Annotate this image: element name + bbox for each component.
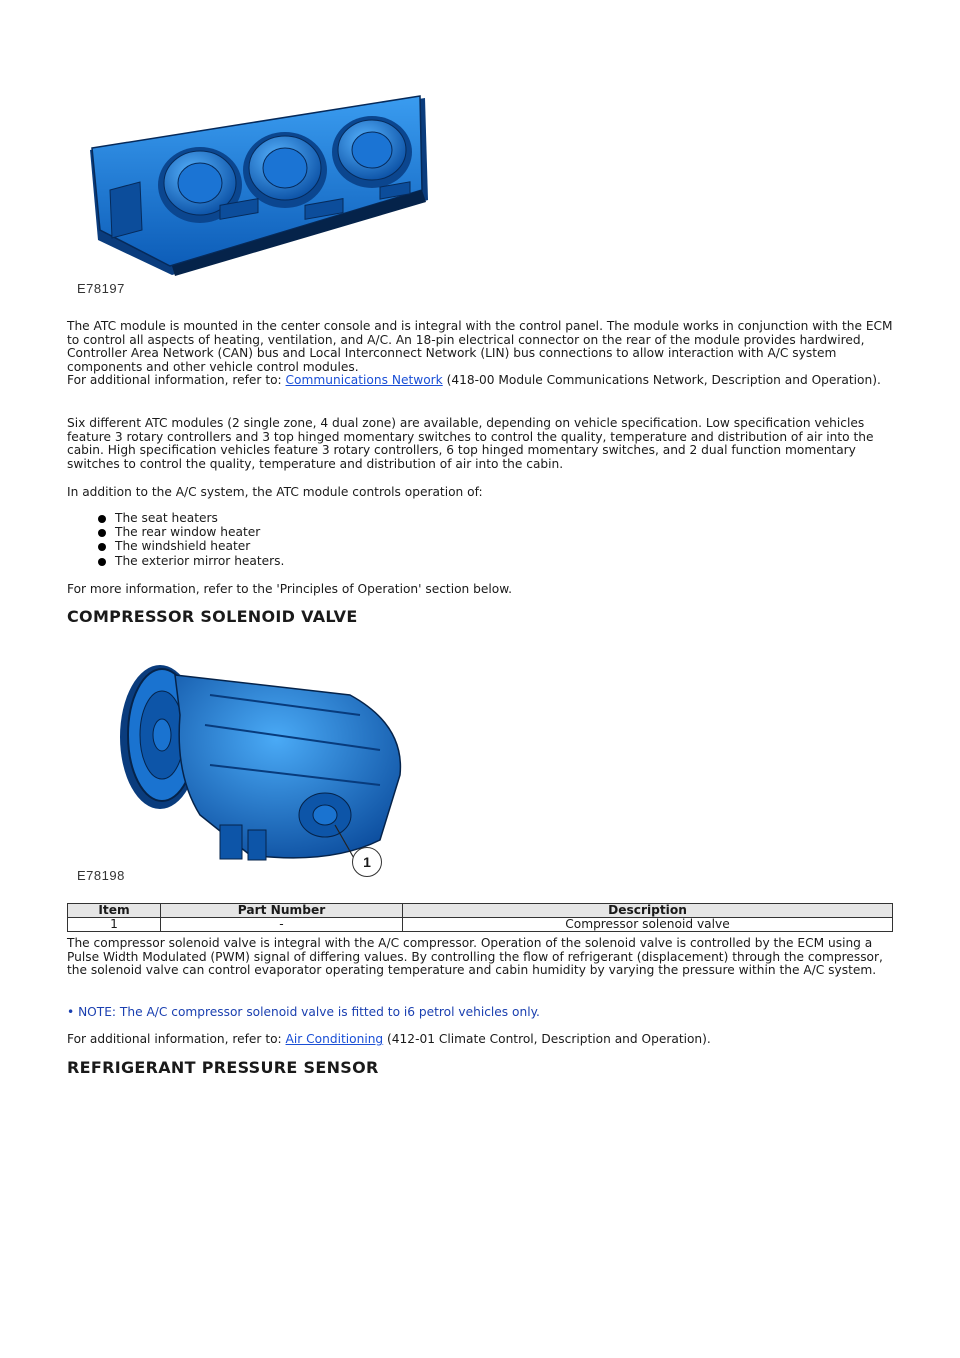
- column-header-part-number: Part Number: [161, 904, 403, 918]
- compressor-illustration: [80, 655, 410, 870]
- list-item: The exterior mirror heaters.: [98, 555, 284, 569]
- reference-prefix: For additional information, refer to:: [67, 1032, 286, 1046]
- section-heading-compressor-solenoid-valve: COMPRESSOR SOLENOID VALVE: [67, 607, 358, 626]
- list-item: The rear window heater: [98, 526, 284, 540]
- table-cell: -: [161, 918, 403, 932]
- communications-network-link[interactable]: Communications Network: [285, 373, 443, 388]
- reference-suffix: (412-01 Climate Control, Description and Operation).: [383, 1032, 711, 1046]
- compressor-figure: [77, 655, 410, 885]
- figure-label: E78197: [77, 281, 125, 296]
- intro-paragraph-1: [67, 320, 893, 388]
- callout-badge: 1: [352, 847, 382, 877]
- column-header-item: Item: [68, 904, 161, 918]
- atc-description: The ATC module is mounted in the center console and is integral with the control panel. The module works in conjunction with the ECM to control all aspects of heating, ventilation, and A/C. An 18-pin electrical connector on the rear of the module provides hardwired, Controller Area Network (CAN) bus and Local Interconnect Network (LIN) bus connections to allow interaction with A/C system components and other vehicle control modules.: [67, 319, 893, 374]
- intro-paragraph-4: For more information, refer to the 'Principles of Operation' section below.: [67, 582, 512, 596]
- note-text: • NOTE: The A/C compressor solenoid valve is fitted to i6 petrol vehicles only.: [67, 1005, 540, 1019]
- air-conditioning-link[interactable]: Air Conditioning: [285, 1032, 384, 1046]
- reference-suffix: (418-00 Module Communications Network, Description and Operation).: [442, 373, 881, 388]
- reference-line: [67, 374, 893, 388]
- table-header-row: [68, 904, 893, 918]
- table-cell: 1: [68, 918, 161, 932]
- atc-module-illustration: [80, 90, 440, 280]
- compressor-description: The compressor solenoid valve is integral with the A/C compressor. Operation of the solenoid valve is controlled by the ECM using a Pulse Width Modulated (PWM) signal of differing values. By controlling the flow of refrigerant (displacement) through the compressor, the solenoid valve can control evaporator operating temperature and cabin humidity by varying the pressure within the A/C system.: [67, 936, 883, 978]
- reference-line: [67, 1033, 893, 1047]
- parts-table: [67, 903, 893, 932]
- list-item: The seat heaters: [98, 512, 284, 526]
- column-header-description: Description: [403, 904, 893, 918]
- intro-paragraph-2: Six different ATC modules (2 single zone, 4 dual zone) are available, depending on vehicle specification. Low specification vehicles feature 3 rotary controllers and 3 top hinged momentary switches to control the quality, temperature and distribution of air into the cabin. High specification vehicles feature 3 rotary controllers, 6 top hinged momentary switches, and 2 dual function momentary switches to control the quality, temperature and distribution of air into the cabin.: [67, 416, 874, 471]
- atc-module-figure: [77, 90, 440, 300]
- section-heading-refrigerant-pressure-sensor: REFRIGERANT PRESSURE SENSOR: [67, 1058, 379, 1077]
- intro-paragraph-3: In addition to the A/C system, the ATC module controls operation of:: [67, 485, 483, 499]
- controlled-systems-list: [98, 512, 284, 569]
- figure-label: E78198: [77, 868, 125, 883]
- table-cell: Compressor solenoid valve: [403, 918, 893, 932]
- reference-prefix: For additional information, refer to:: [67, 373, 286, 388]
- table-row: [68, 918, 893, 932]
- list-item: The windshield heater: [98, 540, 284, 554]
